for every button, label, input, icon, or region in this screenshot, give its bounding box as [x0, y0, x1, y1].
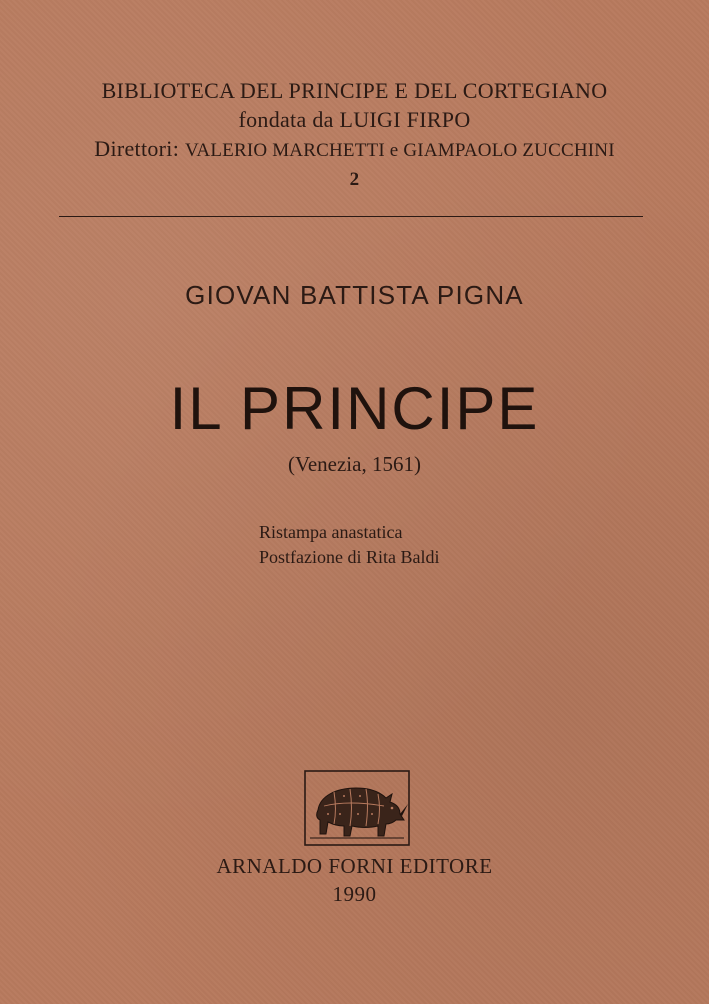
book-subtitle: (Venezia, 1561)	[288, 452, 421, 476]
edition-note: Ristampa anastatica	[259, 522, 403, 542]
header-divider	[59, 216, 643, 217]
author-name: GIOVAN BATTISTA PIGNA	[185, 280, 524, 310]
publication-year: 1990	[332, 882, 377, 906]
publisher-block	[0, 852, 709, 908]
publisher-name: ARNALDO FORNI EDITORE	[216, 854, 493, 878]
directors-names: VALERIO MARCHETTI e GIAMPAOLO ZUCCHINI	[184, 140, 615, 161]
edition-notes	[259, 520, 439, 570]
book-title: IL PRINCIPE	[169, 375, 540, 442]
series-header	[0, 76, 709, 194]
rhinoceros-woodcut-icon	[304, 770, 410, 846]
afterword-note: Postfazione di Rita Baldi	[259, 547, 440, 567]
series-founder: fondata da LUIGI FIRPO	[238, 107, 471, 132]
series-title: BIBLIOTECA DEL PRINCIPE E DEL CORTEGIANO	[101, 78, 608, 103]
directors-label: Direttori:	[94, 136, 180, 161]
series-number: 2	[349, 169, 360, 190]
series-directors	[0, 134, 709, 165]
